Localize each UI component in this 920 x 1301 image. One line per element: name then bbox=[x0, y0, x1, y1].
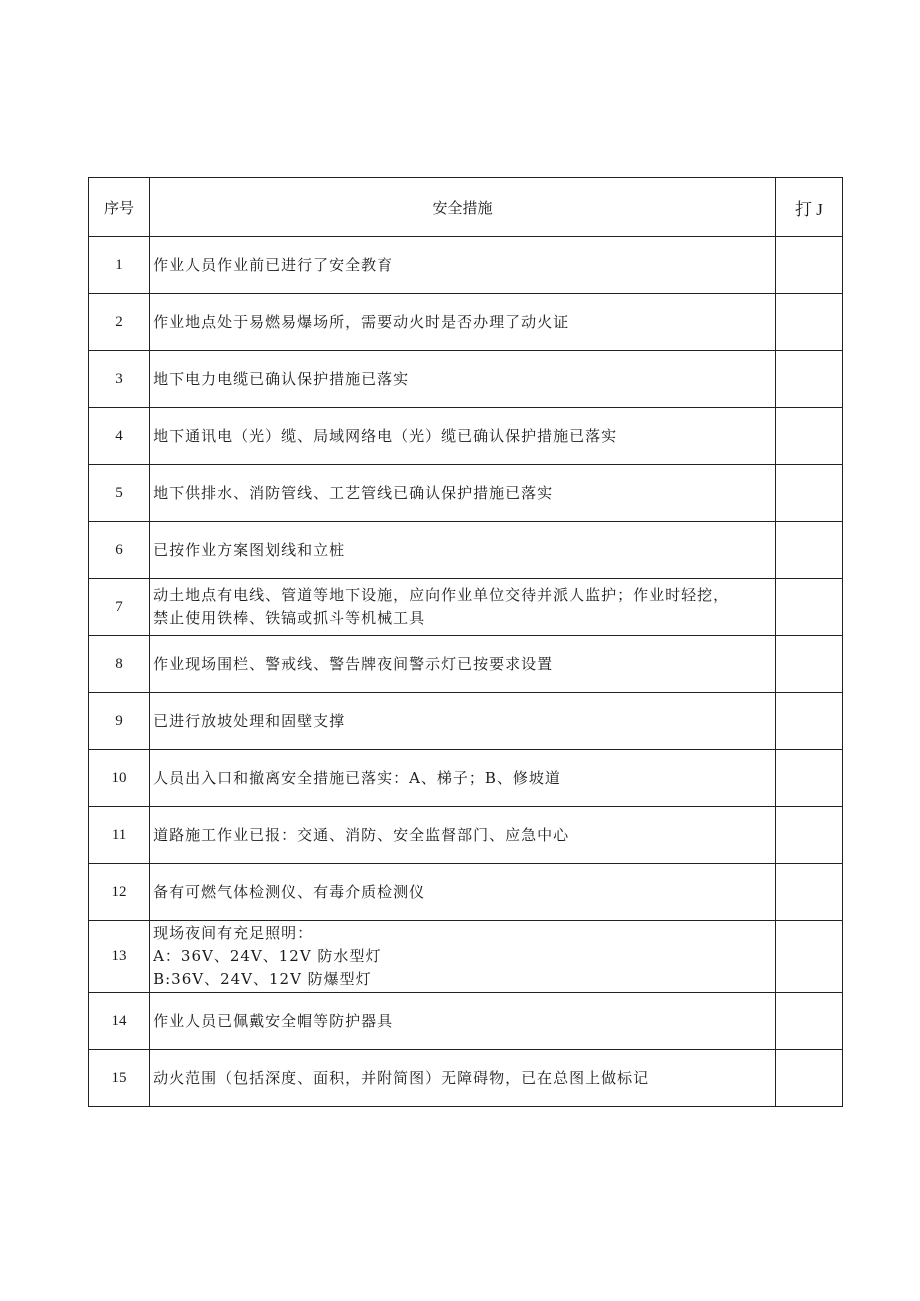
row-number: 2 bbox=[89, 294, 150, 351]
check-cell[interactable] bbox=[775, 807, 842, 864]
measure-text bbox=[150, 522, 776, 579]
measure-line: 备有可燃气体检测仪、有毒介质检测仪 bbox=[153, 882, 426, 901]
row-number: 12 bbox=[89, 864, 150, 921]
measure-text bbox=[150, 993, 776, 1050]
table-row bbox=[89, 807, 843, 864]
table-row bbox=[89, 294, 843, 351]
measure-text bbox=[150, 408, 776, 465]
measure-line: 地下通讯电（光）缆、局域网络电（光）缆已确认保护措施已落实 bbox=[153, 426, 618, 445]
header-measure: 安全措施 bbox=[150, 178, 776, 237]
check-cell[interactable] bbox=[775, 408, 842, 465]
measure-text bbox=[150, 864, 776, 921]
table-row bbox=[89, 522, 843, 579]
check-cell[interactable] bbox=[775, 522, 842, 579]
measure-line: 现场夜间有充足照明： bbox=[153, 924, 314, 942]
measure-text bbox=[150, 1050, 776, 1107]
measure-line: A：36V、24V、12V 防水型灯 bbox=[153, 947, 382, 965]
check-cell[interactable] bbox=[775, 465, 842, 522]
check-cell[interactable] bbox=[775, 864, 842, 921]
check-cell[interactable] bbox=[775, 1050, 842, 1107]
table-header-row bbox=[89, 178, 843, 237]
measure-line: 作业人员已佩戴安全帽等防护器具 bbox=[153, 1011, 394, 1030]
row-number: 13 bbox=[89, 921, 150, 993]
check-cell[interactable] bbox=[775, 693, 842, 750]
row-number: 4 bbox=[89, 408, 150, 465]
row-number: 8 bbox=[89, 636, 150, 693]
table-row bbox=[89, 921, 843, 993]
check-cell[interactable] bbox=[775, 579, 842, 636]
check-cell[interactable] bbox=[775, 636, 842, 693]
table-row bbox=[89, 408, 843, 465]
table-row bbox=[89, 1050, 843, 1107]
row-number: 3 bbox=[89, 351, 150, 408]
header-number: 序号 bbox=[89, 178, 150, 237]
table-row bbox=[89, 351, 843, 408]
measure-line: 已进行放坡处理和固壁支撑 bbox=[153, 711, 346, 730]
measure-line: 禁止使用铁棒、铁镐或抓斗等机械工具 bbox=[153, 609, 426, 627]
row-number: 1 bbox=[89, 237, 150, 294]
row-number: 5 bbox=[89, 465, 150, 522]
measure-text bbox=[150, 351, 776, 408]
table-row bbox=[89, 864, 843, 921]
row-number: 14 bbox=[89, 993, 150, 1050]
row-number: 15 bbox=[89, 1050, 150, 1107]
measure-line: 动火范围（包括深度、面积，并附简图）无障碍物，已在总图上做标记 bbox=[153, 1068, 650, 1087]
header-check: 打 J bbox=[775, 178, 842, 237]
table-row bbox=[89, 636, 843, 693]
table-row bbox=[89, 237, 843, 294]
table-row bbox=[89, 693, 843, 750]
row-number: 11 bbox=[89, 807, 150, 864]
measure-line: B:36V、24V、12V 防爆型灯 bbox=[153, 970, 372, 988]
check-cell[interactable] bbox=[775, 921, 842, 993]
row-number: 6 bbox=[89, 522, 150, 579]
measure-line: 动土地点有电线、管道等地下设施，应向作业单位交待并派人监护；作业时轻挖， bbox=[153, 586, 730, 604]
measure-line: 人员出入口和撤离安全措施已落实：A、梯子；B、修坡道 bbox=[153, 768, 561, 787]
table-row bbox=[89, 579, 843, 636]
measure-text bbox=[150, 693, 776, 750]
check-cell[interactable] bbox=[775, 750, 842, 807]
table-row bbox=[89, 465, 843, 522]
safety-measures-table bbox=[88, 177, 843, 1107]
row-number: 7 bbox=[89, 579, 150, 636]
table-row bbox=[89, 993, 843, 1050]
measure-text bbox=[150, 921, 776, 993]
measure-text bbox=[150, 237, 776, 294]
table-row bbox=[89, 750, 843, 807]
measure-text bbox=[150, 294, 776, 351]
measure-text bbox=[150, 750, 776, 807]
measure-line: 地下供排水、消防管线、工艺管线已确认保护措施已落实 bbox=[153, 483, 554, 502]
check-cell[interactable] bbox=[775, 351, 842, 408]
measure-line: 道路施工作业已报：交通、消防、安全监督部门、应急中心 bbox=[153, 825, 570, 844]
row-number: 10 bbox=[89, 750, 150, 807]
measure-text bbox=[150, 579, 776, 636]
measure-text bbox=[150, 807, 776, 864]
measure-text bbox=[150, 465, 776, 522]
measure-line: 已按作业方案图划线和立桩 bbox=[153, 540, 346, 559]
measure-text bbox=[150, 636, 776, 693]
check-cell[interactable] bbox=[775, 294, 842, 351]
measure-line: 作业现场围栏、警戒线、警告牌夜间警示灯已按要求设置 bbox=[153, 654, 554, 673]
measure-line: 地下电力电缆已确认保护措施已落实 bbox=[153, 369, 410, 388]
measure-line: 作业地点处于易燃易爆场所，需要动火时是否办理了动火证 bbox=[153, 312, 570, 331]
row-number: 9 bbox=[89, 693, 150, 750]
check-cell[interactable] bbox=[775, 993, 842, 1050]
check-cell[interactable] bbox=[775, 237, 842, 294]
measure-line: 作业人员作业前已进行了安全教育 bbox=[153, 255, 394, 274]
